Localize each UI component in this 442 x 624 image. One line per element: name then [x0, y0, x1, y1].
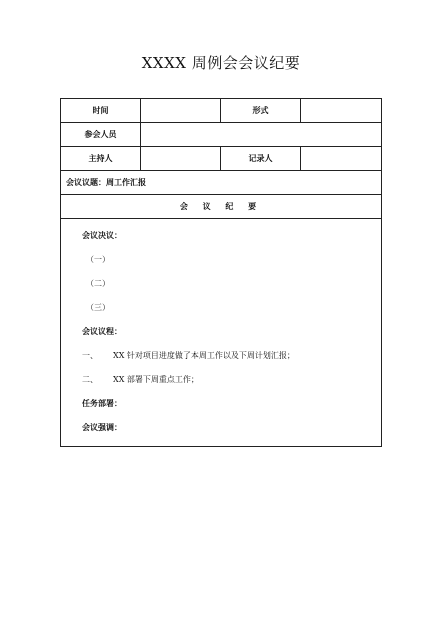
time-value[interactable] — [141, 99, 221, 123]
decision-item-2: （二） — [86, 279, 110, 288]
agenda-item-1-number: 一、 — [82, 351, 98, 360]
decisions-heading: 会议决议： — [82, 230, 122, 240]
decision-item-3: （三） — [86, 303, 110, 312]
minutes-content — [61, 219, 382, 447]
agenda-heading: 会议议程： — [82, 326, 122, 336]
recorder-label: 记录人 — [221, 147, 301, 171]
agenda-item-1-text: XX 针对项目进度做了本周工作以及下周计划汇报； — [113, 351, 295, 360]
attendees-value[interactable] — [141, 123, 382, 147]
decision-item-1: （一） — [86, 255, 110, 264]
time-label: 时间 — [61, 99, 141, 123]
topic-row — [61, 171, 382, 195]
host-value[interactable] — [141, 147, 221, 171]
topic-line: 会议议题：周工作汇报 — [61, 171, 382, 195]
section-title: 会 议 纪 要 — [61, 195, 382, 219]
section-title-row — [61, 195, 382, 219]
agenda-item-2-text: XX 部署下周重点工作； — [113, 375, 199, 384]
content-row — [61, 219, 382, 447]
host-row — [61, 147, 382, 171]
host-label: 主持人 — [61, 147, 141, 171]
attendees-label: 参会人员 — [61, 123, 141, 147]
agenda-item-2-number: 二、 — [82, 375, 98, 384]
emphasis-heading: 会议强调： — [82, 422, 122, 432]
format-value[interactable] — [301, 99, 382, 123]
recorder-value[interactable] — [301, 147, 382, 171]
document-title: XXXX 周例会会议纪要 — [141, 54, 301, 72]
minutes-table — [60, 98, 382, 447]
attendees-row — [61, 123, 382, 147]
time-row — [61, 99, 382, 123]
format-label: 形式 — [221, 99, 301, 123]
tasks-heading: 任务部署： — [82, 398, 122, 408]
